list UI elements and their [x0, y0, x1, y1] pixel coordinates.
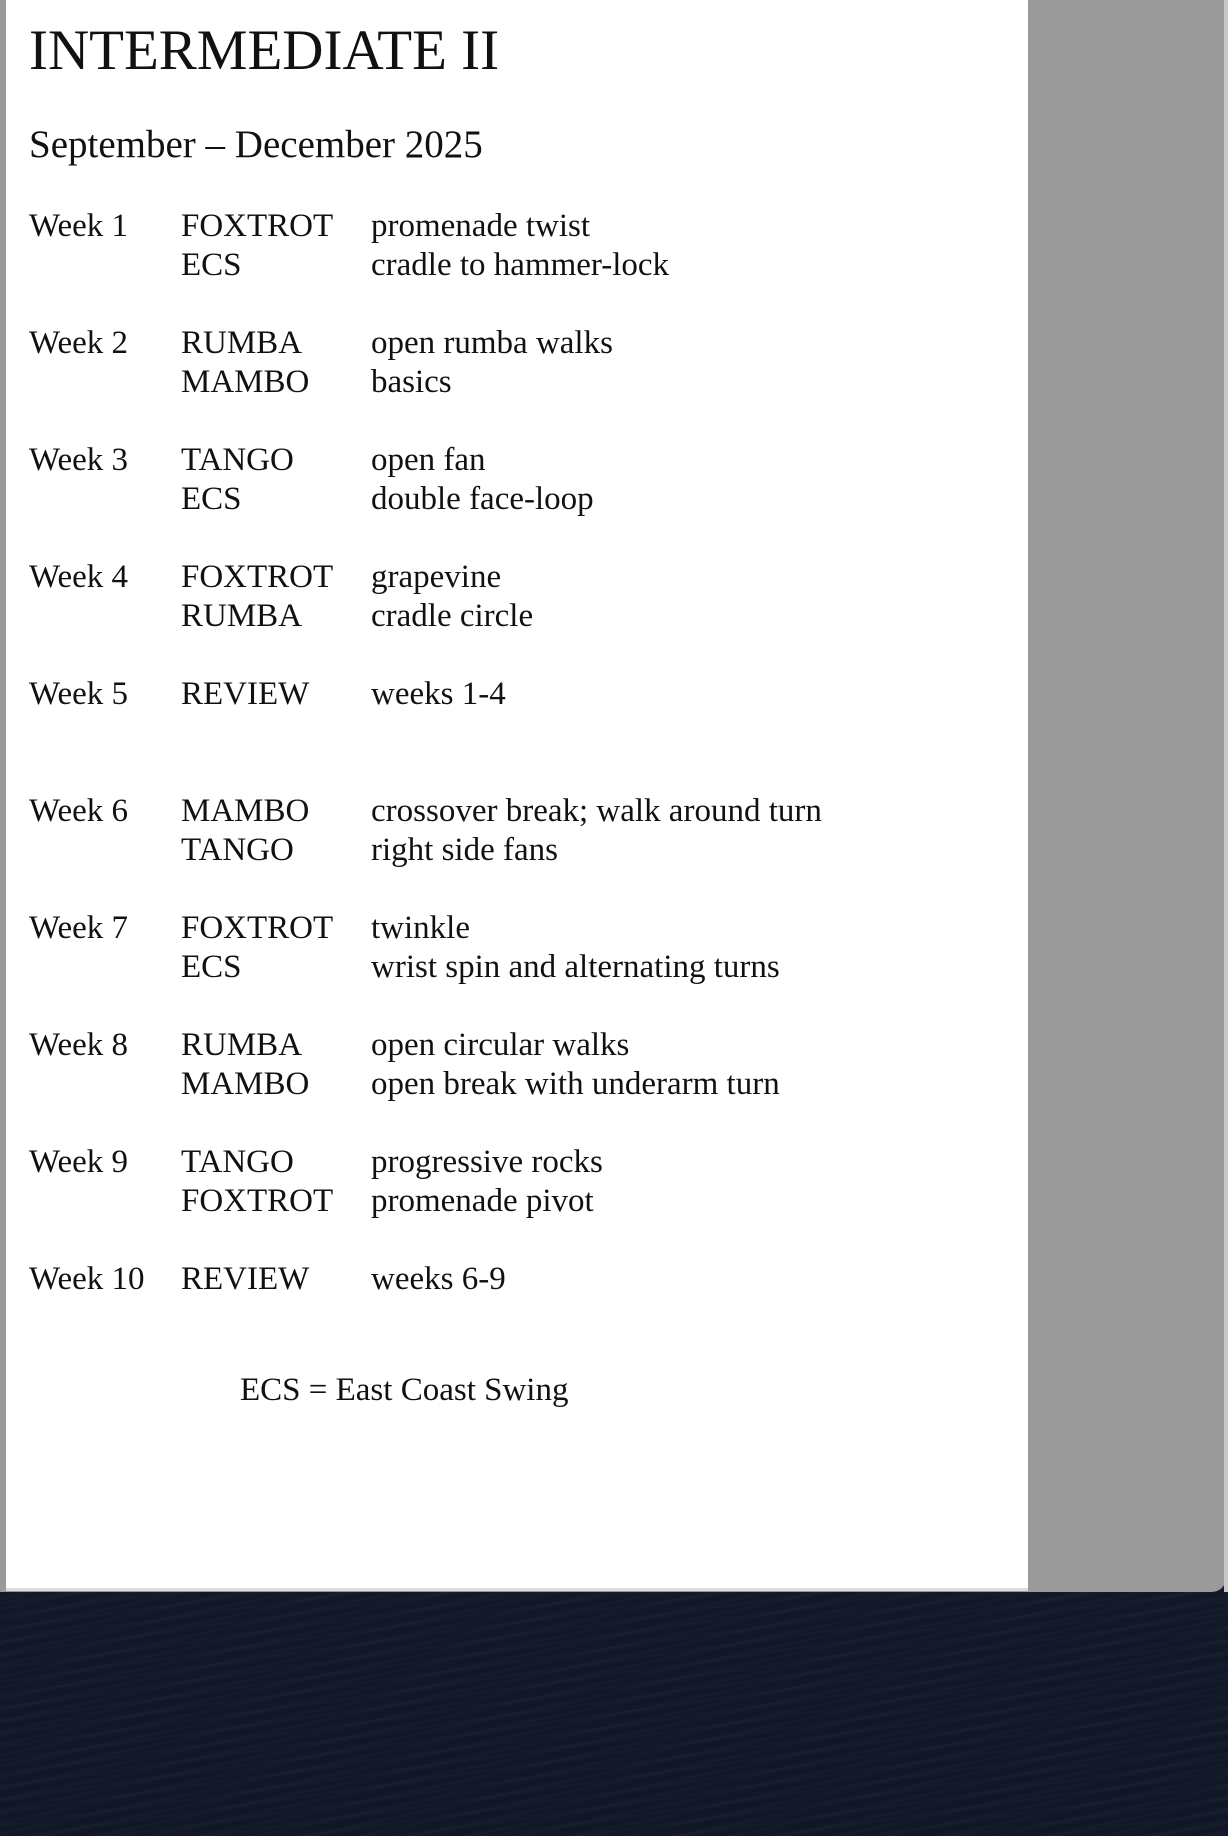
week-line	[181, 440, 486, 480]
week-line	[181, 1025, 629, 1065]
lesson-topic: open rumba walks	[371, 325, 613, 361]
week-label: Week 7	[29, 910, 129, 946]
week-line	[181, 323, 613, 363]
week-line	[181, 674, 506, 714]
dance-name: RUMBA	[181, 1027, 303, 1063]
desktop-background	[0, 1592, 1228, 1836]
lesson-topic: cradle to hammer-lock	[371, 247, 670, 283]
dance-name: RUMBA	[181, 325, 303, 361]
page-subtitle: September – December 2025	[29, 123, 483, 166]
dance-name: FOXTROT	[181, 559, 334, 595]
lesson-topic: open break with underarm turn	[371, 1066, 780, 1102]
week-line	[181, 947, 780, 987]
dance-name: ECS	[181, 481, 242, 517]
dance-name: ECS	[181, 247, 242, 283]
week-line	[181, 1142, 603, 1182]
week-label: Week 9	[29, 1144, 129, 1180]
week-label: Week 5	[29, 676, 129, 712]
lesson-topic: weeks 6-9	[371, 1261, 506, 1297]
week-label: Week 1	[29, 208, 129, 244]
lesson-topic: cradle circle	[371, 598, 534, 634]
week-row	[29, 206, 989, 323]
week-line	[181, 362, 452, 402]
lesson-topic: promenade twist	[371, 208, 591, 244]
lesson-topic: crossover break; walk around turn	[371, 793, 822, 829]
week-row	[29, 323, 989, 440]
footnote: ECS = East Coast Swing	[240, 1372, 569, 1408]
week-line	[181, 908, 470, 948]
dance-name: FOXTROT	[181, 208, 334, 244]
dance-name: TANGO	[181, 442, 294, 478]
week-label: Week 3	[29, 442, 129, 478]
lesson-topic: open fan	[371, 442, 486, 478]
week-row	[29, 908, 989, 1025]
week-row	[29, 557, 989, 674]
dance-name: MAMBO	[181, 1066, 310, 1102]
lesson-topic: basics	[371, 364, 452, 400]
lesson-topic: wrist spin and alternating turns	[371, 949, 780, 985]
week-label: Week 8	[29, 1027, 129, 1063]
document-page	[6, 0, 1028, 1591]
week-line	[181, 1064, 780, 1104]
lesson-topic: twinkle	[371, 910, 470, 946]
week-line	[181, 1181, 594, 1221]
dance-name: FOXTROT	[181, 910, 334, 946]
week-line	[181, 557, 501, 597]
dance-name: ECS	[181, 949, 242, 985]
dance-name: REVIEW	[181, 1261, 310, 1297]
viewer-scrollbar-edge[interactable]	[1224, 0, 1228, 1592]
week-row	[29, 1025, 989, 1142]
week-line	[181, 791, 822, 831]
page-title: INTERMEDIATE II	[29, 19, 500, 82]
dance-name: RUMBA	[181, 598, 303, 634]
lesson-topic: grapevine	[371, 559, 502, 595]
week-line	[181, 830, 558, 870]
week-row	[29, 1142, 989, 1259]
week-schedule	[29, 206, 989, 1376]
dance-name: REVIEW	[181, 676, 310, 712]
week-line	[181, 206, 590, 246]
week-line	[181, 596, 533, 636]
lesson-topic: open circular walks	[371, 1027, 630, 1063]
week-line	[181, 1259, 506, 1299]
dance-name: TANGO	[181, 1144, 294, 1180]
dance-name: MAMBO	[181, 793, 310, 829]
week-row	[29, 440, 989, 557]
week-line	[181, 245, 669, 285]
lesson-topic: weeks 1-4	[371, 676, 506, 712]
lesson-topic: progressive rocks	[371, 1144, 603, 1180]
week-row	[29, 791, 989, 908]
week-label: Week 2	[29, 325, 129, 361]
dance-name: MAMBO	[181, 364, 310, 400]
lesson-topic: promenade pivot	[371, 1183, 594, 1219]
week-row	[29, 1259, 989, 1376]
week-label: Week 6	[29, 793, 129, 829]
week-row	[29, 674, 989, 791]
lesson-topic: right side fans	[371, 832, 558, 868]
week-label: Week 4	[29, 559, 129, 595]
week-label: Week 10	[29, 1261, 145, 1297]
dance-name: TANGO	[181, 832, 294, 868]
week-line	[181, 479, 594, 519]
dance-name: FOXTROT	[181, 1183, 334, 1219]
lesson-topic: double face-loop	[371, 481, 594, 517]
